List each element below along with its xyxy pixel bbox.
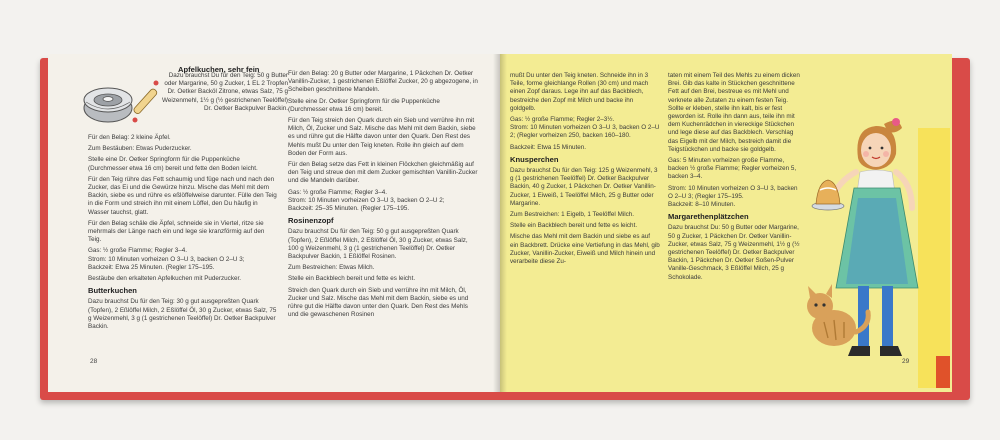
right-page: [500, 54, 952, 392]
text-block: Dazu brauchst Du: 50 g Butter oder Margarine, 50 g Zucker, 1 Päckchen Dr. Oetker Vanillin-Zucker, etwas Salz, 75 g Weizenmehl, 1½ g (½ gestrichenen Teelöffel) Dr. Oetker Backpulver Backin, 1 Päckchen Dr. Oetker Soßen-Pulver Vanille-Geschmack, 3 Eßlöffel Milch, 25 g Schokolade.: [668, 224, 800, 281]
recipe-title: Margarethenplätzchen: [668, 212, 749, 222]
left-column-2: [288, 70, 478, 322]
recipe-title: Apfelkuchen, sehr fein: [178, 65, 260, 74]
text-block: Strom: 10 Minuten vorheizen O 3–U 3, backen O 2–U 2; (Regler vorheizen 250, backen 160–180.: [510, 124, 660, 140]
recipe-title: Rosinenzopf: [288, 216, 334, 226]
text-block: Für den Belag schäle die Äpfel, schneide sie in Viertel, ritze sie mehrmals der Länge nach ein und lege sie kranzförmig auf den Teig.: [88, 219, 265, 244]
left-page: [48, 54, 500, 392]
text-block: Zum Bestäuben: Etwas Puderzucker.: [88, 145, 192, 153]
ingredients: Dazu brauchst Du für den Teig: 50 g Butter oder Margarine, 50 g Zucker, 1 EL 2 Tropfen Dr. Oetker Backöl Zitrone, etwas Salz, 75 g Weizenmehl, 1½ g (½ gestrichenen Teelöffel) Dr. Oetker Backpulver Backin.: [161, 72, 288, 112]
left-column-1: [88, 65, 288, 334]
text-block: Strom: 10 Minuten vorheizen O 3–U 3, backen O 2–U 2;: [288, 196, 445, 204]
text-block: Mische das Mehl mit dem Backin und siebe es auf ein Backbrett. Drücke eine Vertiefung in das Mehl, gib Zucker, Vanillin-Zucker, Eiweiß und Milch hinein und verarbeite diese Zu-: [510, 233, 660, 266]
text-block: mußt Du unter den Teig kneten. Schneide ihn in 3 Teile, forme gleichlange Rollen (30 cm) und mach einen Zopf daraus. Lege ihn auf das Backblech, bestreiche den Zopf mit Milch und backe ihn goldgelb.: [510, 72, 649, 112]
text-block: Für den Belag: 2 kleine Äpfel.: [88, 134, 171, 141]
text-block: Streich den Quark durch ein Sieb und verrühre ihn mit Milch, Öl, Zucker und Salz. Mische das Mehl mit dem Backin, siebe es und rühre gut die Hälfte davon unter den Quark. Den Rest des Mehls und die gewaschenen Rosinen: [288, 286, 469, 319]
text-block: Strom: 10 Minuten vorheizen O 3–U 3, backen O 2–U 3; (Regler 175–195.: [668, 184, 798, 200]
text-block: Zum Bestreichen: 1 Eigelb, 1 Teelöffel Milch.: [510, 211, 635, 219]
text-block: Dazu brauchst Du für den Teig: 125 g Weizenmehl, 3 g (1 gestrichenen Teelöffel) Dr. Oetker Backpulver Backin, 40 g Zucker, 1 Päckchen Dr. Oetker Vanillin-Zucker, 1 Eiweiß, 1 Teelöffel Milch, 25 g Butter oder Margarine.: [510, 167, 658, 207]
recipe-title: Knusperchen: [510, 154, 559, 164]
text-block: Gas: ½ große Flamme; Regler 3–4.: [288, 188, 388, 196]
cat-illustration: [794, 276, 874, 356]
right-column-1: [510, 72, 660, 269]
text-block: Gas: ½ große Flamme; Regler 3–4.: [88, 247, 188, 255]
text-block: Dazu brauchst Du für den Teig: 30 g gut ausgepreßten Quark (Topfen), 2 Eßlöffel Milch, 2 Eßlöffel Öl, 30 g Zucker, etwas Salz, 75 g Weizenmehl, 3 g (1 gestrichenen Teelöffel) Dr. Oetker Backpulver Backin.: [88, 298, 277, 331]
text-block: Dazu brauchst Du für den Teig: 50 g gut ausgepreßten Quark (Topfen), 2 Eßlöffel Milch, 2 Eßlöffel Öl, 30 g Zucker, etwas Salz, 100 g Weizenmehl, 3 g (1 gestrichenen Teelöffel) Dr. Oetker Backpulver Backin, 1 Eßlöffel Rosinen.: [288, 228, 468, 261]
text-block: Backzeit: Etwa 15 Minuten.: [510, 143, 586, 151]
text-block: Backzeit: Etwa 25 Minuten. (Regler 175–195.: [88, 263, 215, 271]
text-block: Für den Teig streich den Quark durch ein Sieb und verrühre ihn mit Milch, Öl, Zucker und Salz. Mische das Mehl mit dem Backin, siebe es und rühre gut die Hälfte davon unter den Quark. Den Rest des Mehls mußt Du unter den Teig kneten. Rolle ihn gleich auf dem Boden der Form aus.: [288, 117, 476, 157]
text-block: Zum Bestreichen: Etwas Milch.: [288, 264, 375, 272]
page-number: 29: [902, 358, 910, 365]
text-block: Gas: ½ große Flamme; Regler 2–3½.: [510, 116, 615, 124]
bundt-pan-icon: [80, 68, 168, 134]
text-block: Für den Belag setze das Fett in kleinen Flöckchen gleichmäßig auf den Teig und streue den mit dem Zucker gemischten Vanillin-Zucker und die Mandeln darüber.: [288, 161, 478, 185]
text-block: Stelle ein Backblech bereit und fette es leicht.: [510, 222, 638, 230]
recipe-title: Butterkuchen: [88, 286, 137, 296]
text-block: Gas: 5 Minuten vorheizen große Flamme, backen ½ große Flamme; Regler vorheizen 5, backen 3–4.: [668, 157, 797, 181]
text-block: Backzeit: 8–10 Minuten.: [668, 201, 736, 209]
text-block: Stelle eine Dr. Oetker Springform für die Puppenküche (Durchmesser etwa 16 cm) bereit und fette den Boden leicht.: [88, 156, 258, 172]
text-block: taten mit einem Teil des Mehls zu einem dicken Brei. Gib das kalte in Stückchen geschnittene Fett auf den Brei, bestreue es mit Mehl und verknete alle Zutaten zu einem festen Teig. Sollte er kleben, stelle ihn kalt, bis er fest geworden ist. Rolle ihn dann aus, teile ihn mit dem Kuchenrädchen in viereckige Stückchen und lege diese auf das Backblech. Verschlag das Eigelb mit der Milch, bestreich damit die Teigstückchen und backe sie goldgelb.: [668, 72, 800, 153]
text-block: Strom: 10 Minuten vorheizen O 3–U 3, backen O 2–U 3;: [88, 255, 245, 263]
text-block: Stelle ein Backblech bereit und fette es leicht.: [288, 275, 416, 283]
rolling-pin-icon: [133, 81, 159, 123]
text-block: Bestäube den erkalteten Apfelkuchen mit Puderzucker.: [88, 275, 241, 283]
right-column-2: [668, 72, 800, 285]
text-block: Stelle eine Dr. Oetker Springform für die Puppenküche (Durchmesser etwa 16 cm) bereit.: [288, 97, 440, 113]
text-block: Für den Teig rühre das Fett schaumig und füge nach und nach den Zucker, das Ei und die Gewürze hinzu. Mische das Mehl mit dem Backin, siebe es und rühre es eßlöffelweise darunter. Fülle den Teig in die Form und streich ihn mit einem Löffel, den Du häufig in Wasser tauchst, glatt.: [88, 175, 277, 216]
page-number: 28: [90, 358, 98, 365]
text-block: Backzeit: 25–35 Minuten. (Regler 175–195.: [288, 205, 410, 213]
book-gutter: [493, 54, 507, 392]
text-block: Für den Belag: 20 g Butter oder Margarine, 1 Päckchen Dr. Oetker Vanillin-Zucker, 1 gestrichenen Eßlöffel Zucker, 20 g abgezogene, in Scheiben geschnittene Mandeln.: [288, 70, 478, 94]
